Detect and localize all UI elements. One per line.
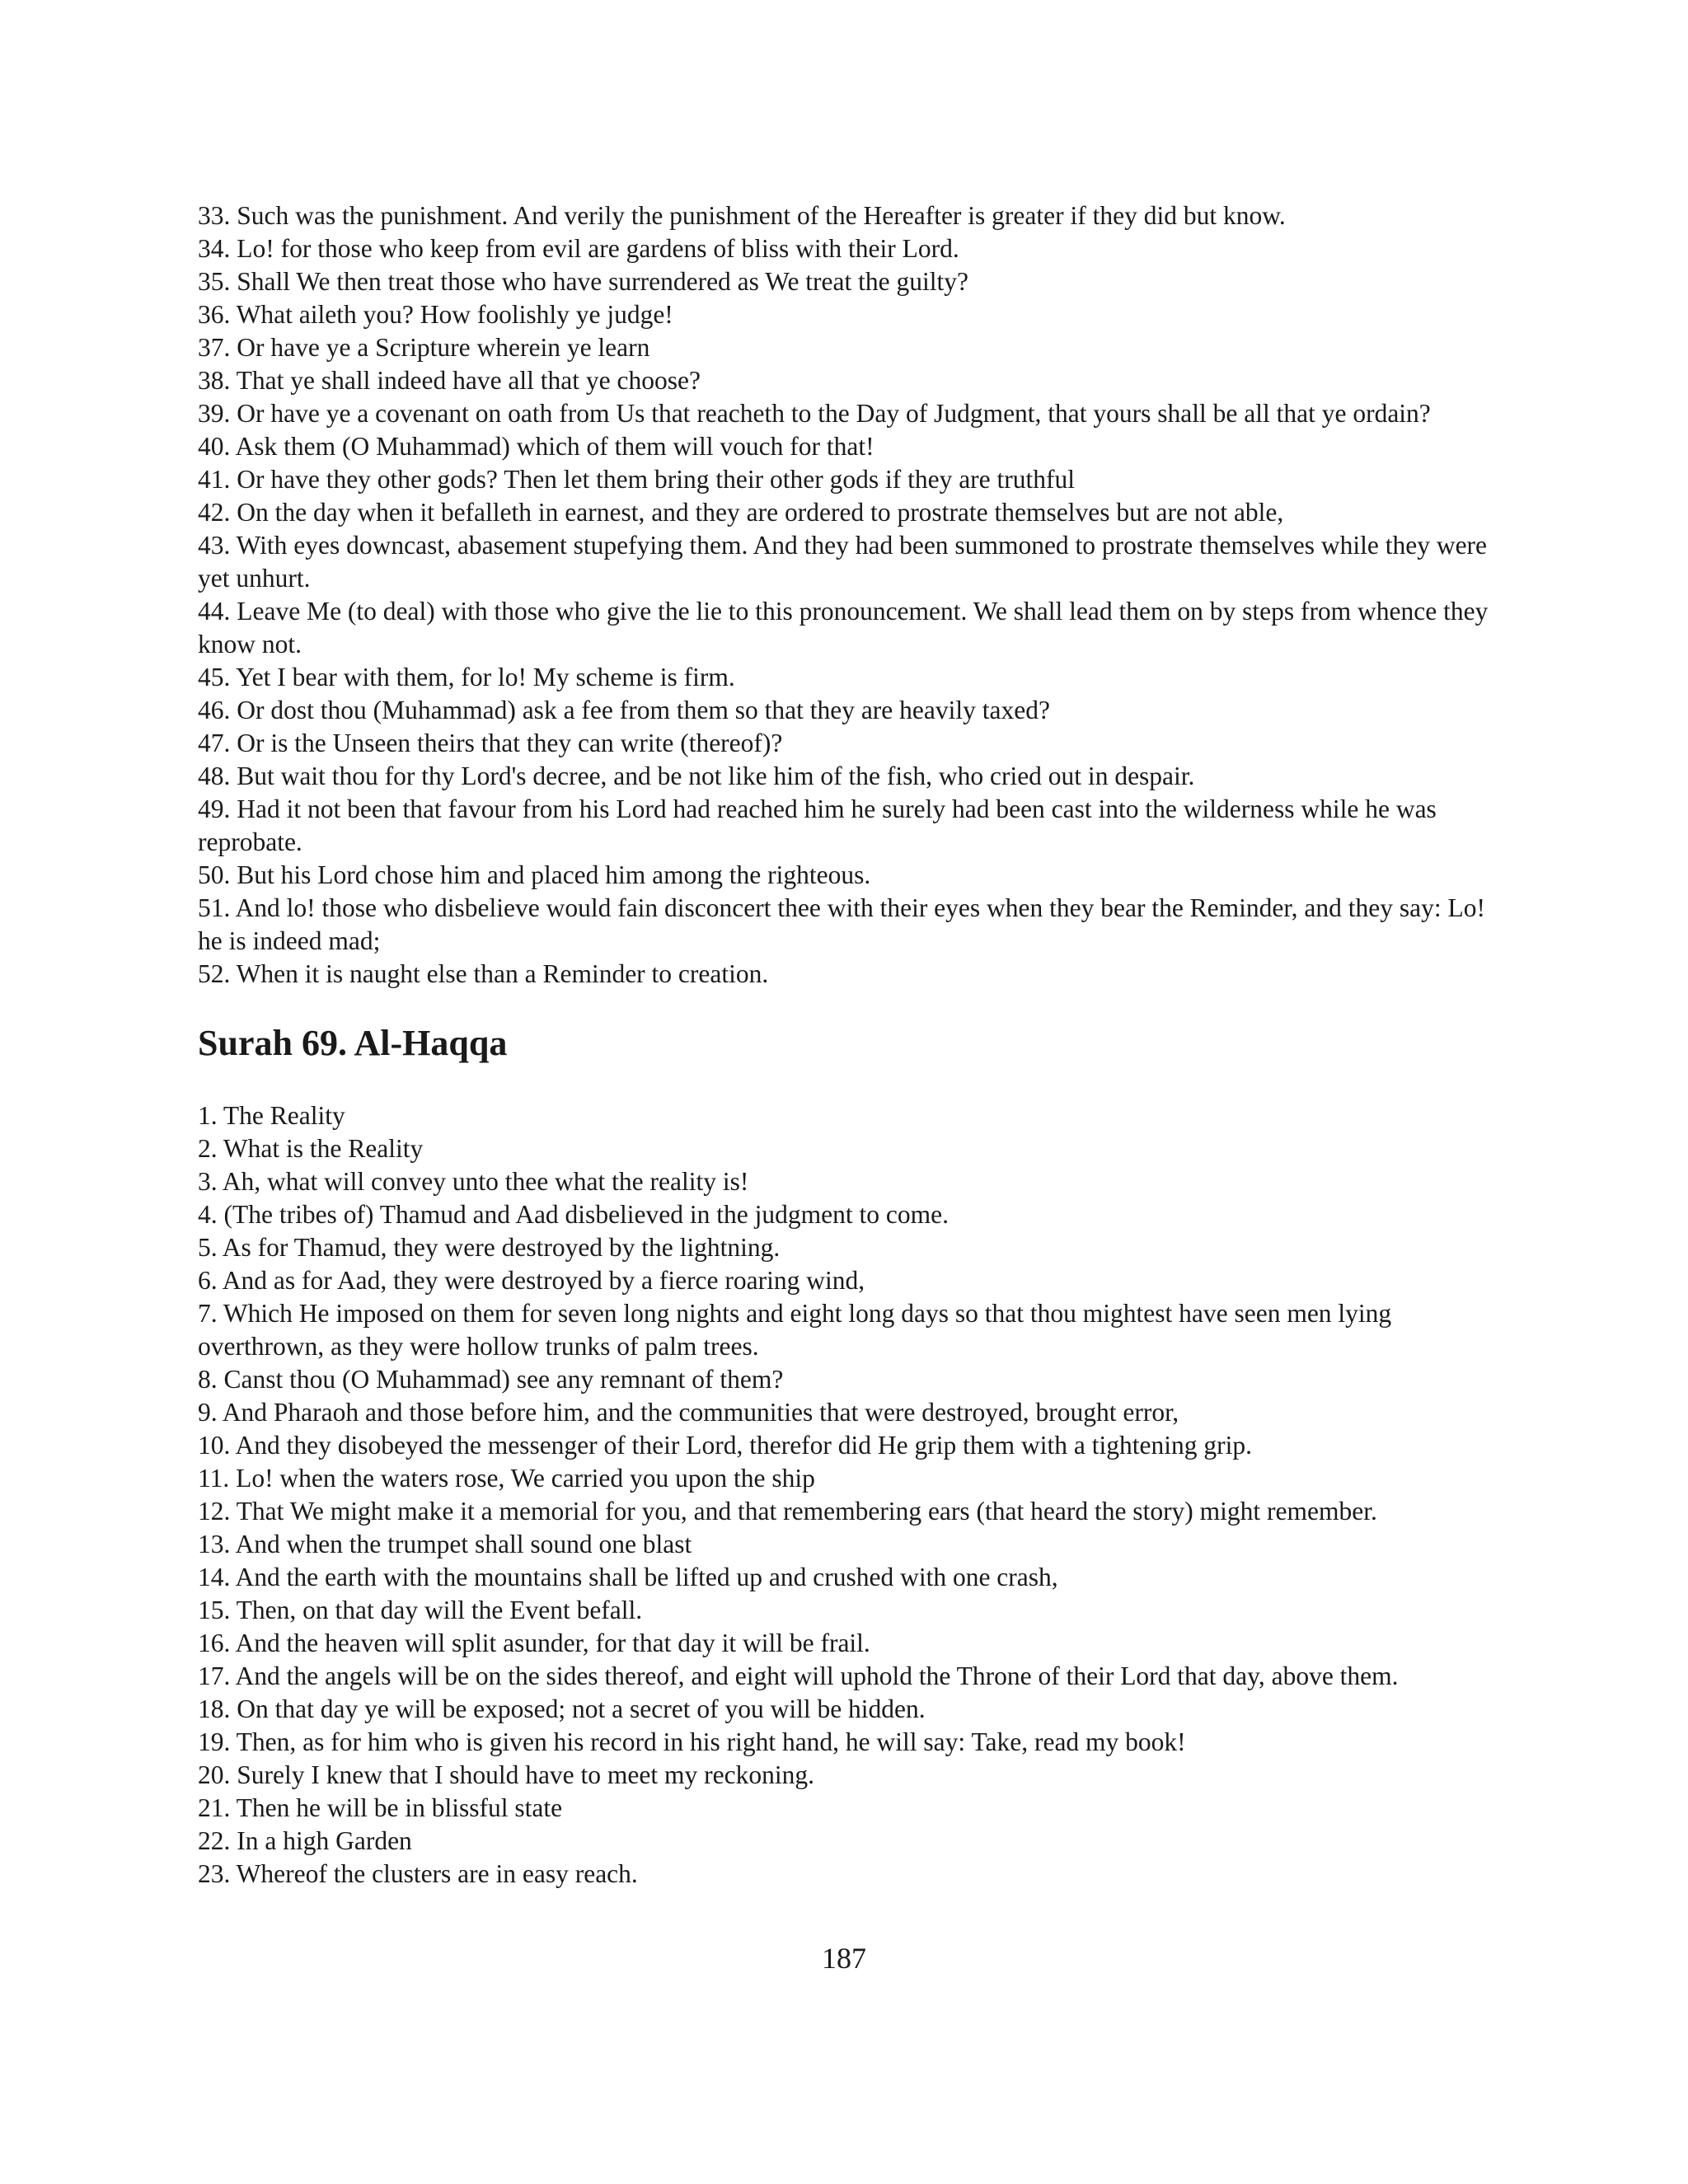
verse-1: 1. The Reality: [198, 1101, 345, 1130]
verse-21: 21. Then he will be in blissful state: [198, 1793, 563, 1822]
verse-10: 10. And they disobeyed the messenger of their Lord, therefor did He grip them with a tightening grip.: [198, 1431, 1252, 1460]
verse-8: 8. Canst thou (O Muhammad) see any remnant of them?: [198, 1365, 784, 1394]
verse-16: 16. And the heaven will split asunder, for that day it will be frail.: [198, 1629, 870, 1657]
verse-17: 17. And the angels will be on the sides thereof, and eight will uphold the Throne of their Lord that day, above them.: [198, 1661, 1399, 1690]
verse-49: 49. Had it not been that favour from his Lord had reached him he surely had been cast into the wilderness while he was reprobate.: [198, 794, 1437, 856]
verse-41: 41. Or have they other gods? Then let them bring their other gods if they are truthful: [198, 465, 1076, 494]
verse-38: 38. That ye shall indeed have all that ye choose?: [198, 366, 701, 395]
verse-14: 14. And the earth with the mountains shall be lifted up and crushed with one crash,: [198, 1563, 1058, 1591]
verse-23: 23. Whereof the clusters are in easy reach.: [198, 1859, 638, 1888]
verse-40: 40. Ask them (O Muhammad) which of them will vouch for that!: [198, 432, 874, 461]
verse-52: 52. When it is naught else than a Reminder to creation.: [198, 959, 769, 988]
verse-39: 39. Or have ye a covenant on oath from Us that reacheth to the Day of Judgment, that yours shall be all that ye ordain?: [198, 399, 1431, 428]
verse-35: 35. Shall We then treat those who have surrendered as We treat the guilty?: [198, 267, 968, 296]
verse-33: 33. Such was the punishment. And verily the punishment of the Hereafter is greater if they did but know.: [198, 201, 1286, 230]
verse-45: 45. Yet I bear with them, for lo! My scheme is firm.: [198, 663, 735, 691]
verse-5: 5. As for Thamud, they were destroyed by the lightning.: [198, 1233, 781, 1262]
verse-47: 47. Or is the Unseen theirs that they can write (thereof)?: [198, 729, 783, 757]
verse-43: 43. With eyes downcast, abasement stupefying them. And they had been summoned to prostrate themselves while they were yet unhurt.: [198, 531, 1488, 593]
verse-18: 18. On that day ye will be exposed; not a secret of you will be hidden.: [198, 1694, 926, 1723]
verse-44: 44. Leave Me (to deal) with those who give the lie to this pronouncement. We shall lead them on by steps from whence they know not.: [198, 597, 1489, 658]
surah-heading: Surah 69. Al-Haqqa: [198, 1023, 508, 1063]
page-number: 187: [822, 1942, 866, 1975]
verse-19: 19. Then, as for him who is given his record in his right hand, he will say: Take, read my book!: [198, 1727, 1186, 1756]
verse-2: 2. What is the Reality: [198, 1134, 424, 1163]
verse-34: 34. Lo! for those who keep from evil are gardens of bliss with their Lord.: [198, 234, 959, 263]
verse-9: 9. And Pharaoh and those before him, and the communities that were destroyed, brought error,: [198, 1398, 1179, 1427]
verse-7: 7. Which He imposed on them for seven long nights and eight long days so that thou mightest have seen men lying overthrown, as they were hollow trunks of palm trees.: [198, 1299, 1392, 1361]
verse-15: 15. Then, on that day will the Event befall.: [198, 1596, 643, 1624]
verse-50: 50. But his Lord chose him and placed him among the righteous.: [198, 860, 871, 889]
surah-verse-list: [198, 1099, 1500, 1891]
verse-13: 13. And when the trumpet shall sound one blast: [198, 1530, 692, 1558]
verse-20: 20. Surely I knew that I should have to meet my reckoning.: [198, 1760, 814, 1789]
verse-36: 36. What aileth you? How foolishly ye judge!: [198, 300, 673, 329]
verse-46: 46. Or dost thou (Muhammad) ask a fee from them so that they are heavily taxed?: [198, 696, 1050, 724]
verse-37: 37. Or have ye a Scripture wherein ye learn: [198, 333, 650, 362]
previous-surah-verse-list: [198, 199, 1500, 991]
verse-11: 11. Lo! when the waters rose, We carried you upon the ship: [198, 1464, 815, 1493]
verse-3: 3. Ah, what will convey unto thee what the reality is!: [198, 1167, 749, 1196]
verse-48: 48. But wait thou for thy Lord's decree, and be not like him of the fish, who cried out in despair.: [198, 762, 1195, 790]
verse-22: 22. In a high Garden: [198, 1826, 412, 1855]
verse-51: 51. And lo! those who disbelieve would fain disconcert thee with their eyes when they bear the Reminder, and they say: Lo! he is indeed mad;: [198, 893, 1485, 955]
verse-12: 12. That We might make it a memorial for you, and that remembering ears (that heard the story) might remember.: [198, 1497, 1377, 1526]
verse-4: 4. (The tribes of) Thamud and Aad disbelieved in the judgment to come.: [198, 1200, 949, 1229]
verse-42: 42. On the day when it befalleth in earnest, and they are ordered to prostrate themselves but are not able,: [198, 498, 1284, 527]
verse-6: 6. And as for Aad, they were destroyed by a fierce roaring wind,: [198, 1266, 865, 1295]
